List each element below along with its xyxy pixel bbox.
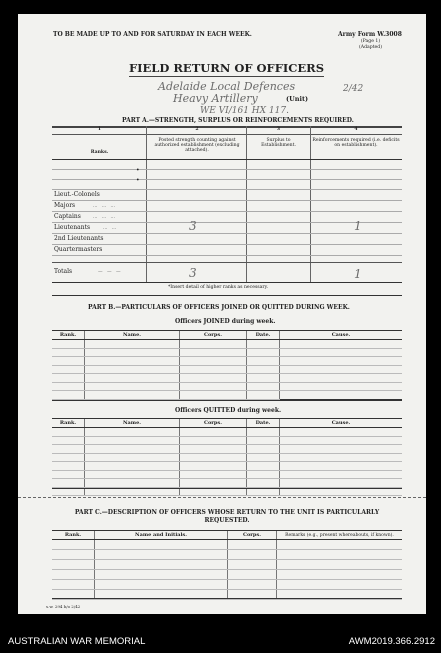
table-row: [52, 453, 402, 462]
asterisk-1: •: [136, 167, 140, 174]
col-num-3: 3: [276, 127, 281, 132]
footer-credit: AUSTRALIAN WAR MEMORIAL: [8, 636, 146, 647]
table-row: [52, 340, 402, 349]
part-c-col-name: Name and Initials.: [95, 531, 228, 540]
part-c-col-corps: Corps.: [228, 531, 277, 540]
joined-table: [52, 330, 402, 400]
joined-col-cause: Cause.: [280, 331, 403, 340]
part-a-footnote: *Insert detail of higher ranks as necessary.: [168, 285, 269, 290]
table-row: [52, 570, 402, 580]
quitted-col-corps: Corps.: [180, 419, 247, 428]
col-num-1: 1: [97, 127, 102, 132]
quitted-col-rank: Rank.: [52, 419, 85, 428]
form-sheet: TO BE MADE UP TO AND FOR SATURDAY IN EACH WEEK. Army Form W.3008 (Page 1) (Adapted) FIELD RETURN OF OFFICERS Adelaide Local Defences Heavy Artillery (Unit) 2/42 WE VI/161 HX 117. PART A.—STRENGTH, SURPLUS OR REINFORCEMENTS REQUIRED. 1 2 3 4 Ranks. Posted strength counting against authorized establishment (excluding attached). Surplus to Establishment. Reinforcements required (i.e. deficits on establishment). • • Lieut.-Colonels Majors Captains Lieutenants 2nd Lieutenants Quartermasters ... ... ... ... ... ... ... ... 3 1 Totals — — — 3 1 *Insert detail of higher ranks as necessary. PART B.—PARTICULARS OF OFFICERS JOINED OR QUITTED DURING WEEK. Officers JOINED during week. Rank. Name. Corps. Date. Cause. Officers QUITTED during week. Rank. Name. Corps. Date. Cause. PART C.—DESCRIPTION OF OFFICERS WHOSE RETURN TO THE UNIT IS PARTICULARLY REQUESTED. Rank. Name and Initials. Corps. Remarks (e.g., present whereabouts, if known). s.w. 294 b/o 2/42: [18, 14, 426, 614]
quitted-col-cause: Cause.: [280, 419, 403, 428]
table-row: [52, 391, 402, 400]
handwritten-date: 2/42: [343, 84, 364, 94]
handwritten-unit-2: Heavy Artillery: [173, 92, 258, 105]
quitted-col-name: Name.: [85, 419, 180, 428]
unit-label: (Unit): [286, 95, 309, 103]
rank-2nd-lieutenants: 2nd Lieutenants: [54, 235, 104, 242]
totals-label: Totals: [54, 268, 73, 275]
rank-lieutenants: Lieutenants: [54, 224, 91, 231]
rank-majors: Majors: [54, 202, 76, 209]
table-row: [52, 436, 402, 445]
col-head-surplus: Surplus to Establishment.: [261, 138, 296, 149]
joined-col-name: Name.: [85, 331, 180, 340]
col-head-reinforcements: Reinforcements required (i.e. deficits on establishment).: [312, 138, 400, 149]
part-a-title: PART A.—STRENGTH, SURPLUS OR REINFORCEMENTS REQUIRED.: [122, 117, 354, 124]
table-row: [52, 428, 402, 437]
perforation-line: [18, 497, 426, 498]
table-row: [52, 374, 402, 383]
part-c-title-2: REQUESTED.: [204, 517, 250, 524]
handwritten-unit-1: Adelaide Local Defences: [158, 80, 296, 93]
table-row: [52, 470, 402, 479]
table-row: [52, 479, 402, 488]
instruction-text: TO BE MADE UP TO AND FOR SATURDAY IN EACH WEEK.: [53, 31, 252, 38]
handwritten-reference: WE VI/161 HX 117.: [200, 106, 289, 116]
asterisk-2: •: [136, 177, 140, 184]
col-num-2: 2: [195, 127, 199, 132]
joined-col-date: Date.: [247, 331, 280, 340]
joined-title: Officers JOINED during week.: [175, 318, 276, 325]
totals-posted: 3: [189, 266, 197, 280]
table-row: [52, 550, 402, 560]
col-head-posted: Posted strength counting against authorized establishment (excluding attached).: [154, 138, 240, 154]
rank-lieut-colonels: Lieut.-Colonels: [54, 191, 100, 198]
table-row: [52, 580, 402, 590]
totals-reinforcements: 1: [354, 267, 362, 281]
col-head-ranks: Ranks.: [90, 150, 109, 155]
joined-col-rank: Rank.: [52, 331, 85, 340]
table-row: [52, 365, 402, 374]
print-code: s.w. 294 b/o 2/42: [46, 604, 81, 609]
table-row: [52, 348, 402, 357]
page-title: FIELD RETURN OF OFFICERS: [129, 61, 325, 75]
table-row: [52, 357, 402, 366]
rank-captains: Captains: [54, 213, 81, 220]
table-row: [52, 445, 402, 454]
footer-accession-number: AWM2019.366.2912: [348, 636, 435, 647]
part-c-col-rank: Rank.: [52, 531, 95, 540]
table-row: [52, 560, 402, 570]
page-number: (Page 1): [360, 39, 381, 44]
quitted-col-date: Date.: [247, 419, 280, 428]
table-row: [52, 540, 402, 550]
part-b-title: PART B.—PARTICULARS OF OFFICERS JOINED OR QUITTED DURING WEEK.: [88, 304, 350, 311]
col-num-4: 4: [354, 127, 358, 132]
quitted-title: Officers QUITTED during week.: [175, 407, 282, 414]
part-c-table: [52, 530, 402, 600]
part-c-col-remarks: Remarks (e.g., present whereabouts, if known).: [277, 531, 403, 540]
form-number: Army Form W.3008: [338, 31, 402, 38]
table-row: [52, 462, 402, 471]
lieutenants-reinforcements: 1: [354, 219, 362, 233]
adapted-note: (Adapted): [358, 45, 383, 50]
joined-col-corps: Corps.: [180, 331, 247, 340]
part-c-title-1: PART C.—DESCRIPTION OF OFFICERS WHOSE RETURN TO THE UNIT IS PARTICULARLY: [74, 509, 380, 516]
quitted-table: [52, 418, 402, 496]
rank-quartermasters: Quartermasters: [54, 246, 103, 253]
lieutenants-posted: 3: [189, 219, 197, 233]
table-row: [52, 382, 402, 391]
